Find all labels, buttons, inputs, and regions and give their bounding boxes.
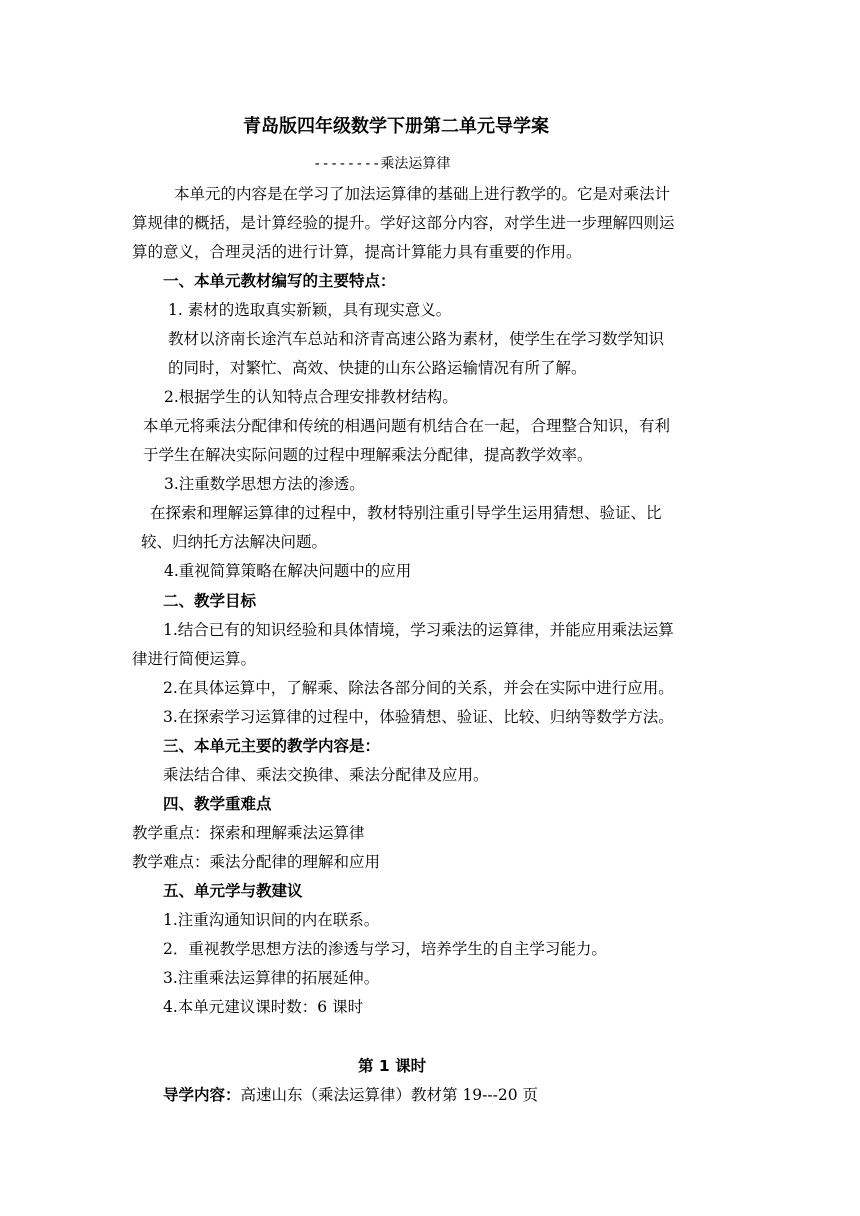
suggestion-3: 3.注重乘法运算律的拓展延伸。 bbox=[163, 969, 380, 987]
lesson-content-line bbox=[163, 1084, 538, 1106]
suggestion-4: 4.本单元建议课时数：6 课时 bbox=[163, 998, 364, 1016]
goal-1-line-1: 1.结合已有的知识经验和具体情境，学习乘法的运算律，并能应用乘法运算 bbox=[163, 621, 674, 639]
section-1-heading: 一、本单元教材编写的主要特点： bbox=[163, 272, 396, 290]
lesson-content-label: 导学内容： bbox=[163, 1086, 241, 1104]
feature-2-title: 2.根据学生的认知特点合理安排教材结构。 bbox=[164, 388, 458, 406]
section-3-content: 乘法结合律、乘法交换律、乘法分配律及应用。 bbox=[163, 766, 489, 784]
feature-1-body-1: 教材以济南长途汽车总站和济青高速公路为素材，使学生在学习数学知识 bbox=[168, 330, 665, 348]
goal-1-line-2: 律进行简便运算。 bbox=[132, 650, 257, 668]
intro-line-3: 算的意义，合理灵活的进行计算，提高计算能力具有重要的作用。 bbox=[132, 243, 582, 261]
intro-line-1: 本单元的内容是在学习了加法运算律的基础上进行教学的。它是对乘法计 bbox=[174, 185, 671, 203]
key-point: 教学重点：探索和理解乘法运算律 bbox=[132, 824, 365, 842]
section-2-heading: 二、教学目标 bbox=[163, 592, 257, 610]
feature-1-body-2: 的同时，对繁忙、高效、快捷的山东公路运输情况有所了解。 bbox=[168, 359, 587, 377]
section-4-heading: 四、教学重难点 bbox=[163, 795, 272, 813]
difficult-point: 教学难点：乘法分配律的理解和应用 bbox=[132, 853, 381, 871]
intro-line-2: 算规律的概括，是计算经验的提升。学好这部分内容，对学生进一步理解四则运 bbox=[132, 214, 675, 232]
feature-3-title: 3.注重数学思想方法的渗透。 bbox=[164, 475, 365, 493]
lesson-heading: 第 1 课时 bbox=[358, 1057, 427, 1075]
feature-4-title: 4.重视简算策略在解决问题中的应用 bbox=[164, 562, 412, 580]
goal-2: 2.在具体运算中，了解乘、除法各部分间的关系，并会在实际中进行应用。 bbox=[163, 679, 674, 697]
feature-2-body-2: 于学生在解决实际问题的过程中理解乘法分配律，提高教学效率。 bbox=[143, 446, 593, 464]
feature-3-body-1: 在探索和理解运算律的过程中，教材特别注重引导学生运用猜想、验证、比 bbox=[150, 504, 662, 522]
lesson-content-text: 高速山东（乘法运算律）教材第 19---20 页 bbox=[240, 1086, 539, 1104]
section-5-heading: 五、单元学与教建议 bbox=[163, 882, 303, 900]
suggestion-1: 1.注重沟通知识间的内在联系。 bbox=[163, 911, 380, 929]
page-title: 青岛版四年级数学下册第二单元导学案 bbox=[243, 116, 549, 137]
feature-2-body-1: 本单元将乘法分配律和传统的相遇问题有机结合在一起，合理整合知识，有利 bbox=[143, 417, 671, 435]
feature-1-title: 1. 素材的选取真实新颖，具有现实意义。 bbox=[168, 301, 452, 319]
feature-3-body-2: 较、归纳托方法解决问题。 bbox=[141, 533, 328, 551]
section-3-heading: 三、本单元主要的教学内容是： bbox=[163, 737, 381, 755]
suggestion-2: 2．重视教学思想方法的渗透与学习，培养学生的自主学习能力。 bbox=[163, 940, 607, 958]
page-subtitle: --------乘法运算律 bbox=[313, 156, 451, 172]
goal-3: 3.在探索学习运算律的过程中，体验猜想、验证、比较、归纳等数学方法。 bbox=[163, 708, 674, 726]
